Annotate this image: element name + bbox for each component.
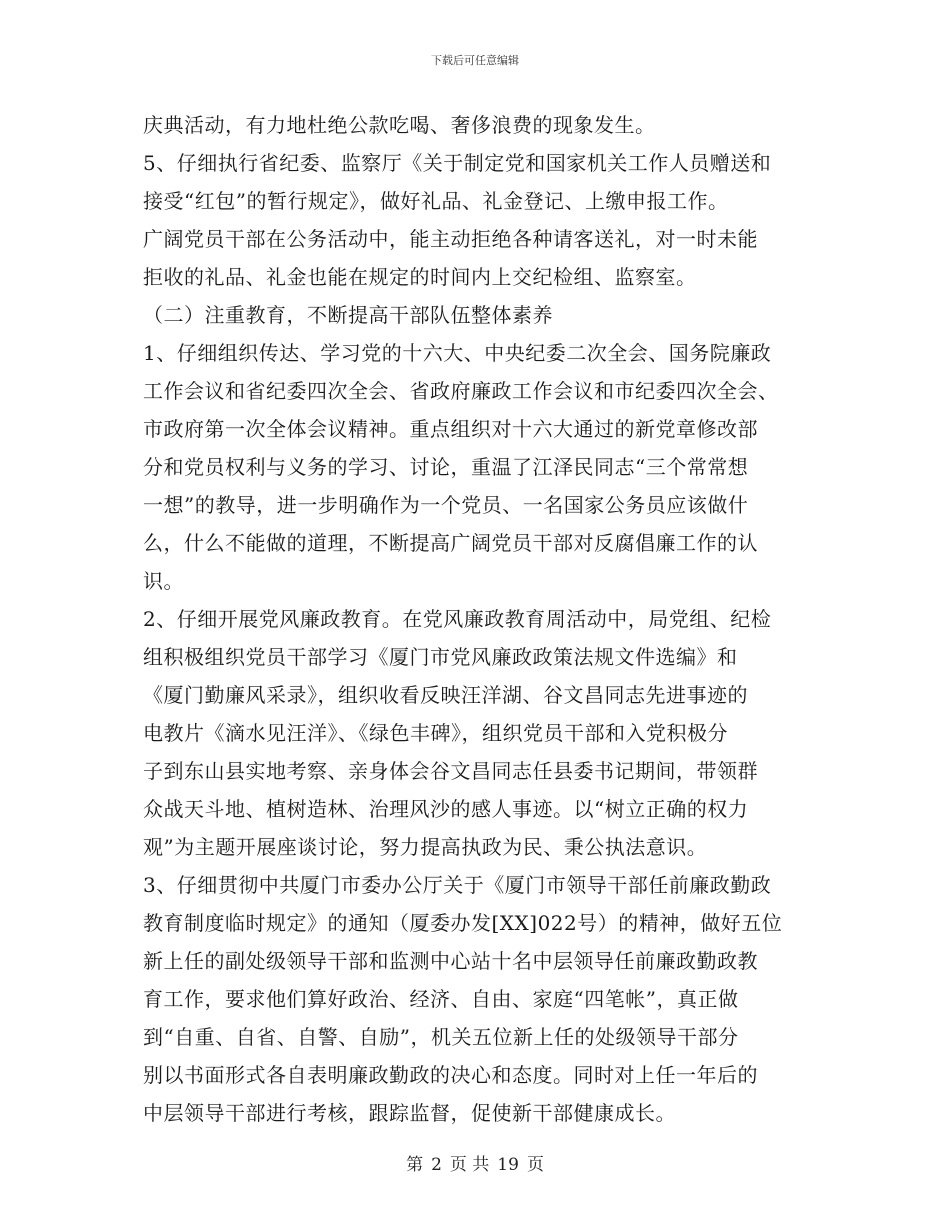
text-line: 庆典活动，有力地杜绝公款吃喝、奢侈浪费的现象发生。 — [143, 113, 656, 137]
text-line: 观”为主题开展座谈讨论，努力提高执政为民、秉公执法意识。 — [143, 835, 708, 859]
text-line: 3、仔细贯彻中共厦门市委办公厅关于《厦门市领导干部任前廉政勤政 — [143, 873, 772, 897]
page-footer — [0, 1150, 950, 1175]
current-page-number: 2 — [431, 1155, 442, 1175]
text-line: 《厦门勤廉风采录》，组织收看反映汪洋湖、谷文昌同志先进事迹的 — [143, 683, 748, 707]
text-line: 别以书面形式各自表明廉政勤政的决心和态度。同时对上任一年后的 — [143, 1063, 758, 1087]
page-label-middle: 页 共 — [449, 1155, 490, 1175]
text-line: 组积极组织党员干部学习《厦门市党风廉政政策法规文件选编》和 — [143, 645, 738, 669]
text-line: 电教片《滴水见汪洋》、《绿色丰碑》，组织党员干部和入党积极分 — [143, 721, 728, 745]
text-line: 中层领导干部进行考核，跟踪监督，促使新干部健康成长。 — [143, 1101, 676, 1125]
text-line: 教育制度临时规定》的通知（厦委办发[XX]022号）的精神，做好五位 — [143, 911, 783, 935]
text-line: 子到东山县实地考察、亲身体会谷文昌同志任县委书记期间，带领群 — [143, 759, 758, 783]
text-line: 众战天斗地、植树造林、治理风沙的感人事迹。以“树立正确的权力 — [143, 797, 749, 821]
text-line: 到“自重、自省、自警、自励”，机关五位新上任的处级领导干部分 — [143, 1025, 739, 1049]
page-label-suffix: 页 — [526, 1155, 544, 1175]
page-header-note: 下载后可任意编辑 — [431, 54, 519, 67]
text-line: 5、仔细执行省纪委、监察厅《关于制定党和国家机关工作人员赠送和 — [143, 151, 772, 175]
section-heading: （二）注重教育，不断提高干部队伍整体素养 — [143, 303, 553, 327]
text-line: 识。 — [143, 569, 184, 593]
text-line: 2、仔细开展党风廉政教育。在党风廉政教育周活动中，局党组、纪检 — [143, 607, 772, 631]
text-line: 拒收的礼品、礼金也能在规定的时间内上交纪检组、监察室。 — [143, 265, 697, 289]
text-line: 1、仔细组织传达、学习党的十六大、中央纪委二次全会、国务院廉政 — [143, 341, 772, 365]
text-line: 广阔党员干部在公务活动中，能主动拒绝各种请客送礼，对一时未能 — [143, 227, 758, 251]
document-body — [143, 106, 813, 1132]
text-line: 市政府第一次全体会议精神。重点组织对十六大通过的新党章修改部 — [143, 417, 758, 441]
text-line: 么，什么不能做的道理，不断提高广阔党员干部对反腐倡廉工作的认 — [143, 531, 758, 555]
text-line: 一想”的教导，进一步明确作为一个党员、一名国家公务员应该做什 — [143, 493, 749, 517]
text-line: 新上任的副处级领导干部和监测中心站十名中层领导任前廉政勤政教 — [143, 949, 758, 973]
text-line: 工作会议和省纪委四次全会、省政府廉政工作会议和市纪委四次全会、 — [143, 379, 779, 403]
text-line: 接受“红包”的暂行规定》，做好礼品、礼金登记、上缴申报工作。 — [143, 189, 729, 213]
text-line: 育工作，要求他们算好政治、经济、自由、家庭“四笔帐”，真正做 — [143, 987, 739, 1011]
total-pages-number: 19 — [497, 1155, 519, 1175]
page-label-prefix: 第 — [406, 1155, 424, 1175]
text-line: 分和党员权利与义务的学习、讨论，重温了江泽民同志“三个常常想 — [143, 455, 749, 479]
